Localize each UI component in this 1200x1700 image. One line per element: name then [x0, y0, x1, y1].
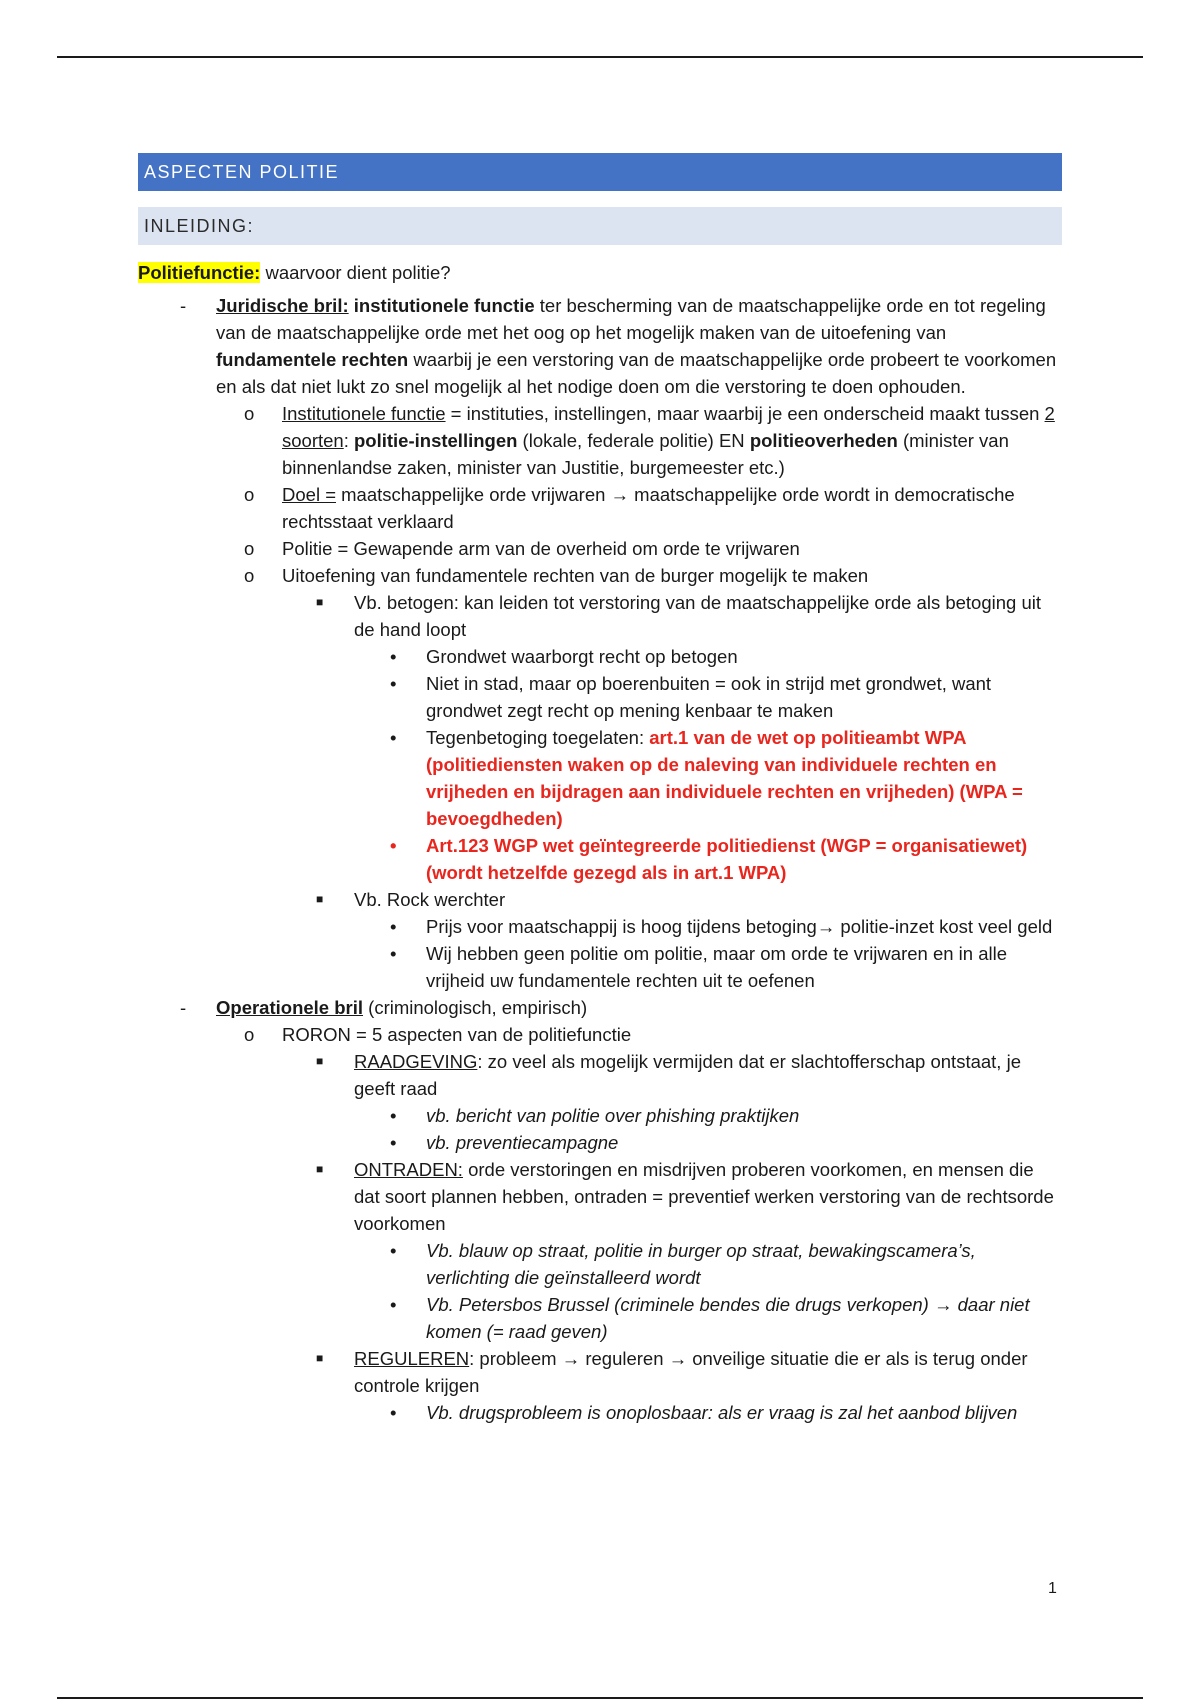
list-item [354, 670, 1062, 724]
dot-bullet: • [390, 916, 397, 937]
text: maatschappelijke orde vrijwaren → maatschappelijke orde wordt in democratische rechtsstaat verklaard [282, 484, 1015, 532]
text: Doel = [282, 484, 336, 505]
institutionele-functie: institutionele functie [353, 295, 535, 316]
list-item [282, 886, 1062, 994]
text: Tegenbetoging toegelaten: [426, 727, 650, 748]
sublist [354, 1237, 1062, 1345]
list-item [354, 1237, 1062, 1291]
fundamentele-rechten: fundamentele rechten [216, 349, 409, 370]
page-number: 1 [1048, 1580, 1057, 1597]
text: (criminologisch, empirisch) [363, 997, 588, 1018]
juridische-bril-label: Juridische bril: [216, 295, 349, 316]
dot-bullet: • [390, 1294, 397, 1315]
text: Vb. betogen: kan leiden tot verstoring van de maatschappelijke orde als betoging uit de hand loopt [354, 592, 1042, 640]
operationele-sublist [216, 1021, 1062, 1426]
dot-bullet: • [390, 835, 397, 856]
dot-bullet: • [390, 673, 397, 694]
text: Institutionele functie [282, 403, 446, 424]
text: politieoverheden [749, 430, 898, 451]
list-item [354, 1102, 1062, 1129]
list-item [282, 1345, 1062, 1426]
intro-line [138, 259, 1062, 286]
square-bullet: ■ [316, 595, 324, 609]
heading-aspecten-politie: ASPECTEN POLITIE [138, 153, 1062, 191]
text: Niet in stad, maar op boerenbuiten = ook in strijd met grondwet, want grondwet zegt recht op mening kenbaar te maken [426, 673, 992, 721]
square-bullet: ■ [316, 1162, 324, 1176]
text: Vb. blauw op straat, politie in burger op straat, bewakingscamera’s, verlichting die geïnstalleerd wordt [426, 1240, 976, 1288]
sublist [282, 1048, 1062, 1426]
text: vb. preventiecampagne [426, 1132, 619, 1153]
sublist [354, 913, 1062, 994]
list-item [210, 400, 1062, 481]
text: Grondwet waarborgt recht op betogen [426, 646, 738, 667]
sublist [282, 589, 1062, 994]
square-bullet: ■ [316, 892, 324, 906]
list-item [354, 1291, 1062, 1345]
text: Vb. Rock werchter [354, 889, 506, 910]
red-text: art.1 van de wet op politieambt WPA (politiediensten waken op de naleving van individuele rechten en vrijheden en bijdragen aan individuele rechten en vrijheden) (WPA = bevoegdheden) [426, 727, 1023, 829]
text: ONTRADEN: [354, 1159, 463, 1180]
sublist [354, 643, 1062, 886]
text: RAADGEVING [354, 1051, 478, 1072]
list-item [354, 913, 1062, 940]
circle-bullet: o [244, 565, 255, 586]
list-item [354, 940, 1062, 994]
list-item [210, 562, 1062, 994]
dash-bullet: - [180, 295, 187, 316]
text: Prijs voor maatschappij is hoog tijdens betoging→ politie-inzet kost veel geld [426, 916, 1053, 937]
text: 2 soorten [282, 403, 1055, 451]
text: RORON = 5 aspecten van de politiefunctie [282, 1024, 632, 1045]
text: Uitoefening van fundamentele rechten van de burger mogelijk te maken [282, 565, 869, 586]
text: : zo veel als mogelijk vermijden dat er slachtofferschap ontstaat, je geeft raad [354, 1051, 1021, 1099]
dot-bullet: • [390, 1105, 397, 1126]
intro-text: waarvoor dient politie? [260, 262, 451, 283]
operationele-bril-label: Operationele bril [216, 997, 364, 1018]
circle-bullet: o [244, 538, 255, 559]
sublist [354, 1399, 1062, 1426]
header-rule [57, 56, 1143, 58]
list-item [354, 724, 1062, 832]
list-item [210, 1021, 1062, 1426]
list-item-operationele-bril [138, 994, 1062, 1426]
list-item [282, 589, 1062, 886]
text: politie-instellingen [354, 430, 518, 451]
list-item [282, 1048, 1062, 1156]
text: : [343, 430, 354, 451]
text: waarbij je een verstoring van de maatschappelijke orde probeert te voorkomen en als dat niet lukt zo snel mogelijk al het nodige doen om die verstoring te doen ophouden. [216, 349, 1057, 397]
list-item [210, 535, 1062, 562]
list-item [354, 1129, 1062, 1156]
text: Vb. Petersbos Brussel (criminele bendes die drugs verkopen) → daar niet komen (= raad geven) [426, 1294, 1030, 1342]
dot-bullet: • [390, 1402, 397, 1423]
main-list [138, 292, 1062, 1426]
square-bullet: ■ [316, 1351, 324, 1365]
intro-label: Politiefunctie: [138, 262, 261, 283]
list-item [282, 1156, 1062, 1345]
red-text: Art.123 WGP wet geïntegreerde politiedienst (WGP = organisatiewet) (wordt hetzelfde gezegd als in art.1 WPA) [426, 835, 1028, 883]
text: orde verstoringen en misdrijven proberen voorkomen, en mensen die dat soort plannen hebben, ontraden = preventief werken verstoring van de rechtsorde voorkomen [354, 1159, 1054, 1234]
text: Vb. drugsprobleem is onoplosbaar: als er vraag is zal het aanbod blijven [426, 1402, 1018, 1423]
circle-bullet: o [244, 403, 255, 424]
list-item [210, 481, 1062, 535]
heading-inleiding: INLEIDING: [138, 207, 1062, 245]
list-item-juridische-bril [138, 292, 1062, 994]
circle-bullet: o [244, 1024, 255, 1045]
text: = instituties, instellingen, maar waarbij je een onderscheid maakt tussen [445, 403, 1045, 424]
text: (lokale, federale politie) EN [517, 430, 750, 451]
text: REGULEREN [354, 1348, 470, 1369]
document-body [138, 153, 1062, 1426]
list-item [354, 1399, 1062, 1426]
dot-bullet: • [390, 943, 397, 964]
text: ter bescherming van de maatschappelijke orde en tot regeling van de maatschappelijke orde met het oog op het mogelijk maken van de uitoefening van [216, 295, 1046, 343]
text: Wij hebben geen politie om politie, maar om orde te vrijwaren en in alle vrijheid uw fundamentele rechten uit te oefenen [426, 943, 1007, 991]
circle-bullet: o [244, 484, 255, 505]
text: vb. bericht van politie over phishing praktijken [426, 1105, 800, 1126]
text: Politie = Gewapende arm van de overheid om orde te vrijwaren [282, 538, 800, 559]
list-item [354, 643, 1062, 670]
dash-bullet: - [180, 997, 187, 1018]
footer-rule [57, 1697, 1143, 1699]
text: : probleem → reguleren → onveilige situatie die er als is terug onder controle krijgen [354, 1348, 1028, 1396]
square-bullet: ■ [316, 1054, 324, 1068]
dot-bullet: • [390, 727, 397, 748]
juridische-sublist [216, 400, 1062, 994]
list-item [354, 832, 1062, 886]
text: (minister van binnenlandse zaken, minister van Justitie, burgemeester etc.) [282, 430, 1009, 478]
sublist [354, 1102, 1062, 1156]
dot-bullet: • [390, 1240, 397, 1261]
dot-bullet: • [390, 1132, 397, 1153]
dot-bullet: • [390, 646, 397, 667]
